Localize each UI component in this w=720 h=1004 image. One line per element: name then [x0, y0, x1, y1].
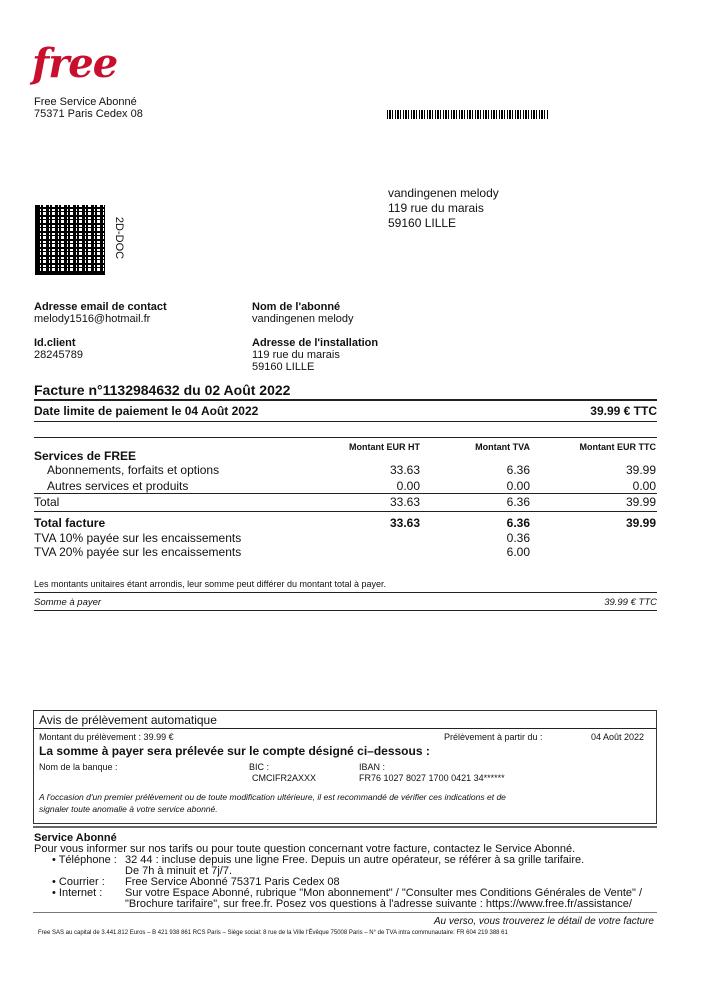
row-tva: 6.36 [506, 463, 530, 477]
client-id: Id.client 28245789 [34, 337, 83, 361]
total-tva: 6.36 [506, 495, 530, 509]
service-abonne: Service Abonné Pour vous informer sur nos tarifs ou pour toute question concernant votre facture, contactez le Service Abonné. [34, 832, 576, 855]
tva10-label: TVA 10% payée sur les encaissements [34, 531, 242, 545]
row-label: Autres services et produits [47, 479, 189, 493]
section-title: Services de FREE [34, 449, 137, 463]
total-label: Total [34, 495, 60, 509]
total-facture-label: Total facture [34, 516, 106, 530]
avis-title: Avis de prélèvement automatique [39, 713, 217, 727]
avis-headline: La somme à payer sera prélevée sur le compte désigné ci–dessous : [39, 744, 430, 758]
legal-footer: Free SAS au capital de 3.441.812 Euros – B 421 938 861 RCS Paris – Siège social: 8 rue de la Ville l'Évêque 75008 Paris – N° de TVA intra communautaire: FR 604 219 388 61 [38, 930, 508, 936]
row-ttc: 0.00 [632, 479, 656, 493]
direct-debit-notice [33, 710, 657, 824]
qr-label: 2D-DOC [113, 216, 126, 260]
row-ht: 33.63 [389, 463, 420, 477]
2d-doc-qr-code [35, 205, 105, 275]
iban-label: IBAN : [359, 762, 386, 772]
phone-label: • Téléphone : [52, 854, 117, 866]
col-ht: Montant EUR HT [349, 442, 420, 452]
total-ht: 33.63 [389, 495, 420, 509]
service-labels [52, 855, 117, 899]
invoice-title: Facture n°1132984632 du 02 Août 2022 [34, 382, 291, 398]
col-ttc: Montant EUR TTC [579, 442, 656, 452]
row-label: Abonnements, forfaits et options [47, 463, 220, 477]
rounding-note: Les montants unitaires étant arrondis, leur somme peut différer du montant total à payer. [34, 579, 387, 589]
total-facture-ht: 33.63 [389, 516, 420, 530]
col-tva: Montant TVA [475, 442, 530, 452]
mail-label: • Courrier : [52, 876, 105, 888]
subscriber-name: Nom de l'abonné vandingenen melody [252, 301, 354, 325]
due-amount: 39.99 € TTC [590, 404, 657, 418]
bic-label: BIC : [249, 762, 270, 772]
total-ttc: 39.99 [625, 495, 656, 509]
row-ttc: 39.99 [625, 463, 656, 477]
row-ht: 0.00 [396, 479, 420, 493]
installation-address: Adresse de l'installation 119 rue du marais 59160 LILLE [252, 337, 379, 373]
bank-label: Nom de la banque : [39, 762, 118, 772]
row-tva: 0.00 [506, 479, 530, 493]
avis-amount: Montant du prélèvement : 39.99 € [39, 732, 174, 742]
sender-address: Free Service Abonné 75371 Paris Cedex 08 [34, 96, 143, 120]
tva20-label: TVA 20% payée sur les encaissements [34, 545, 242, 559]
due-date: Date limite de paiement le 04 Août 2022 [34, 404, 259, 418]
internet-label: • Internet : [52, 887, 103, 899]
verso-note: Au verso, vous trouverez le détail de votre facture [433, 916, 654, 927]
service-details: 32 44 : incluse depuis une ligne Free. Depuis un autre opérateur, se référer à sa grille tarifaire. De 7h à minuit et 7j/7. Free Service Abonné 75371 Paris Cedex 08 Sur votre Espace Abonné, rubrique "Mon abonnement" / "Consulter mes Conditions Générales de Vente" / "Brochure tarifaire", sur free.fr. Posez vos questions à l'adresse suivante : https://www.free.fr/assistance/ [125, 854, 643, 910]
total-facture-ttc: 39.99 [625, 516, 656, 530]
total-facture-tva: 6.36 [506, 516, 530, 530]
somme-amount: 39.99 € TTC [604, 597, 657, 608]
iban-value: FR76 1027 8027 1700 0421 34****** [359, 773, 505, 783]
recipient-address: vandingenen melody 119 rue du marais 59160 LILLE [388, 186, 499, 230]
tva10-value: 0.36 [506, 531, 530, 545]
bic-value: CMCIFR2AXXX [252, 773, 317, 783]
avis-start-label: Prélèvement à partir du : [444, 732, 543, 742]
avis-notice: A l'occasion d'un premier prélèvement ou de toute modification ultérieure, il est recommandé de vérifier ces indications et de signaler toute anomalie à votre service abonné. [39, 792, 506, 814]
contact-email: Adresse email de contact melody1516@hotmail.fr [34, 301, 167, 325]
tva20-value: 6.00 [506, 545, 530, 559]
barcode [387, 110, 548, 119]
somme-label: Somme à payer [34, 597, 102, 608]
free-logo: free [32, 40, 118, 87]
avis-start-date: 04 Août 2022 [591, 732, 645, 742]
